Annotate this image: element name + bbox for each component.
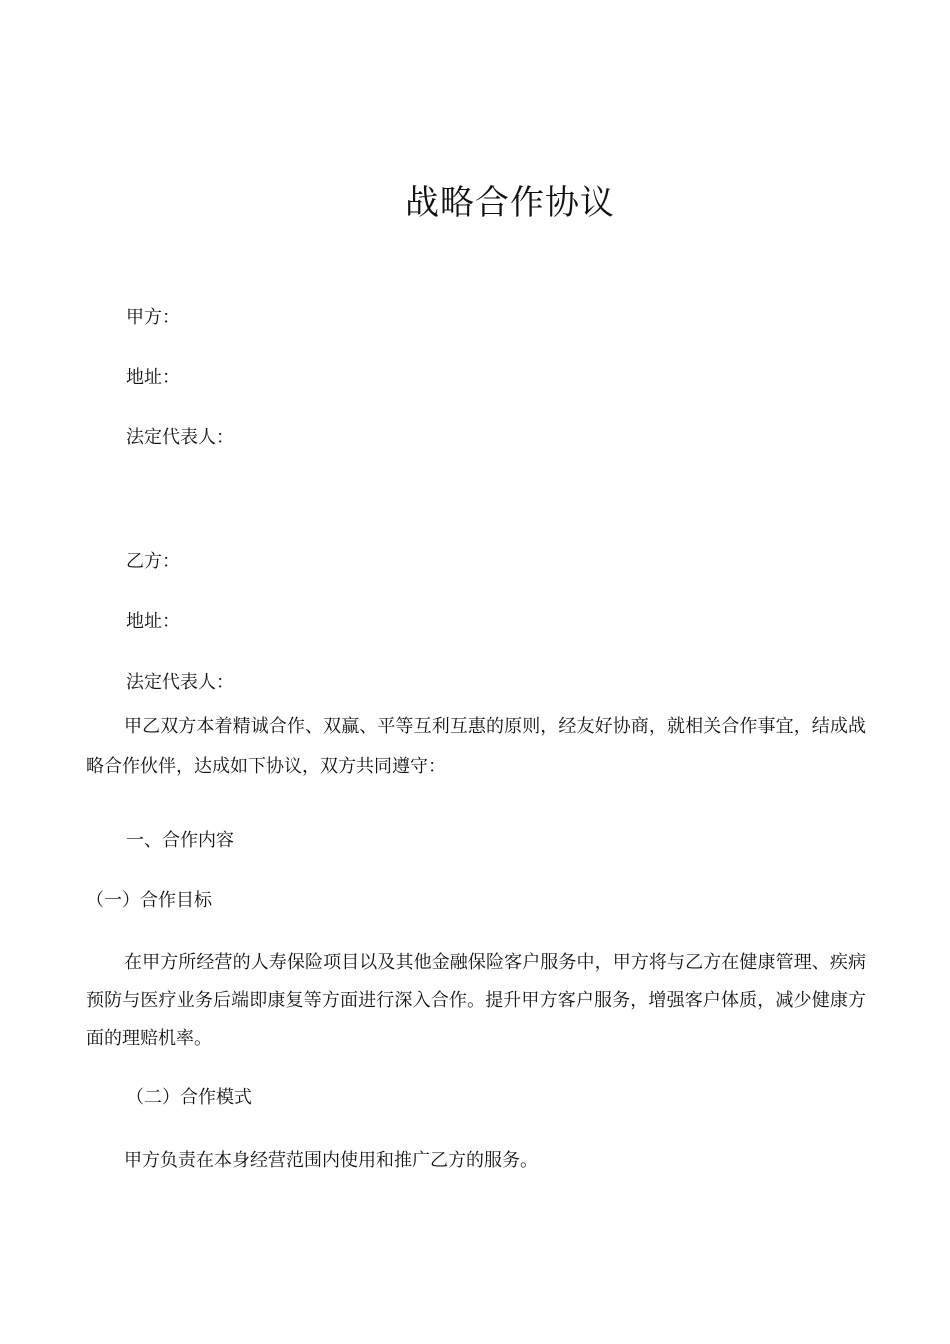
preamble-paragraph: 甲乙双方本着精诚合作、双赢、平等互利互惠的原则，经友好协商，就相关合作事宜，结成战略合作伙伴，达成如下协议，双方共同遵守： [86, 716, 866, 777]
party-a-address-label: 地址： [126, 367, 180, 388]
subsection-2-heading: （二）合作模式 [126, 1087, 252, 1108]
party-a-legal-rep-label: 法定代表人： [126, 427, 234, 448]
section-1-heading: 一、合作内容 [126, 830, 234, 851]
party-a-name-label: 甲方： [126, 307, 180, 328]
document-title: 战略合作协议 [405, 182, 615, 223]
subsection-1-heading: （一）合作目标 [86, 890, 212, 911]
subsection-1-paragraph: 在甲方所经营的人寿保险项目以及其他金融保险客户服务中，甲方将与乙方在健康管理、疾病预防与医疗业务后端即康复等方面进行深入合作。提升甲方客户服务，增强客户体质，减少健康方面的理赔机率。 [86, 952, 866, 1049]
party-b-legal-rep-label: 法定代表人： [126, 672, 234, 693]
party-b-name-label: 乙方： [126, 551, 180, 572]
subsection-2-paragraph: 甲方负责在本身经营范围内使用和推广乙方的服务。 [124, 1150, 538, 1171]
party-b-address-label: 地址： [126, 611, 180, 632]
